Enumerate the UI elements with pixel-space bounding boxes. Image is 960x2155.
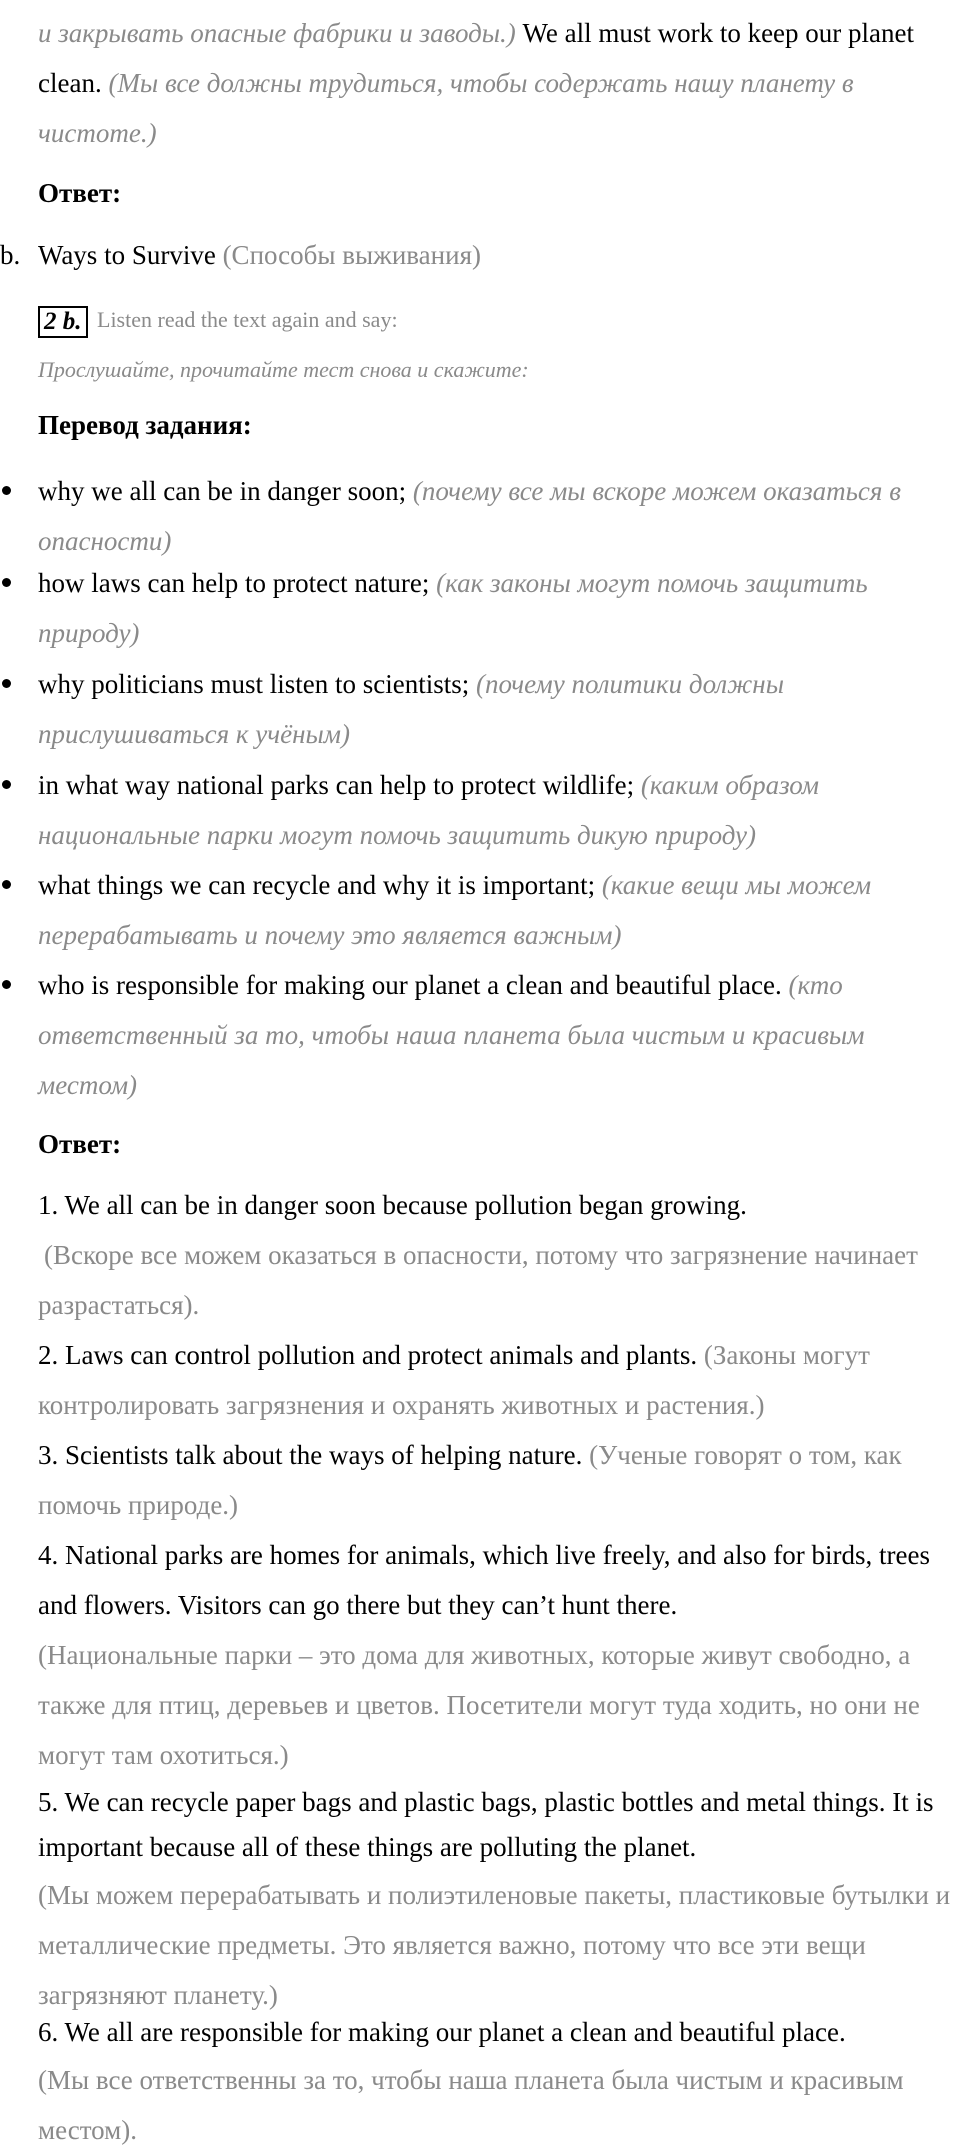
answer-heading-2: Ответ: xyxy=(38,1129,122,1159)
bullet-en: how laws can help to protect nature; xyxy=(38,568,430,598)
answer-b-marker: b. xyxy=(0,240,21,270)
answer-ru: (Национальные парки – это дома для животных, которые живут свободно, а также для птиц, деревьев и цветов. Посетители могут туда ходить, но они не могут там охотиться.) xyxy=(38,1640,920,1770)
bullet-en: why we all can be in danger soon; xyxy=(38,476,407,506)
answer-item xyxy=(38,2010,958,2155)
bullet-dot-icon xyxy=(2,679,11,688)
bullet-en: why politicians must listen to scientists; xyxy=(38,669,470,699)
bullet-text xyxy=(38,760,958,860)
answer-en: 2. Laws can control pollution and protect animals and plants. xyxy=(38,1340,698,1370)
answer-ru: (Мы все ответственны за то, чтобы наша планета была чистым и красивым местом). xyxy=(38,2065,904,2145)
answer-en: 5. We can recycle paper bags and plastic bags, plastic bottles and metal things. It is important because all of these things are polluting the planet. xyxy=(38,1787,934,1862)
answer-ru: (Вскоре все можем оказаться в опасности, потому что загрязнение начинает разрастаться). xyxy=(38,1240,918,1320)
bullet-text xyxy=(38,960,958,1110)
bullet-ru: (каким образом национальные парки могут помочь защитить дикую природу) xyxy=(38,770,819,850)
bullet-text xyxy=(38,860,958,960)
bullet-ru: (кто ответственный за то, чтобы наша планета была чистым и красивым местом) xyxy=(38,970,865,1100)
bullet-ru: (почему политики должны прислушиваться к учёным) xyxy=(38,669,784,749)
answer-en: 6. We all are responsible for making our planet a clean and beautiful place. xyxy=(38,2017,846,2047)
answer-b-ru: (Способы выживания) xyxy=(222,240,481,270)
bullet-ru: (какие вещи мы можем перерабатывать и почему это является важным) xyxy=(38,870,872,950)
answer-b-en: Ways to Survive xyxy=(38,240,216,270)
answer-en: 4. National parks are homes for animals, which live freely, and also for birds, trees and flowers. Visitors can go there but they can’t hunt there. xyxy=(38,1540,930,1620)
answer-item xyxy=(38,1530,958,1780)
bullet-dot-icon xyxy=(2,578,11,587)
task-number-badge: 2 b. xyxy=(38,306,88,338)
intro-paragraph xyxy=(38,8,958,158)
answer-en: 1. We all can be in danger soon because pollution began growing. xyxy=(38,1190,747,1220)
task-instruction-en: Listen read the text again and say: xyxy=(97,307,398,332)
task-instruction-ru: Прослушайте, прочитайте тест снова и скажите: xyxy=(38,357,529,382)
answer-en: 3. Scientists talk about the ways of helping nature. xyxy=(38,1440,583,1470)
task-instruction xyxy=(38,300,958,340)
bullet-en: who is responsible for making our planet a clean and beautiful place. xyxy=(38,970,782,1000)
bullet-dot-icon xyxy=(2,880,11,889)
answer-item xyxy=(38,1430,958,1530)
answer-item xyxy=(38,1330,958,1430)
bullet-en: what things we can recycle and why it is important; xyxy=(38,870,596,900)
bullet-text xyxy=(38,466,958,566)
intro-ru-translation: (Мы все должны трудиться, чтобы содержать нашу планету в чистоте.) xyxy=(38,68,854,148)
bullet-text xyxy=(38,659,958,759)
answer-item xyxy=(38,1780,958,2020)
answer-item xyxy=(38,1180,958,1330)
translation-heading: Перевод задания: xyxy=(38,410,252,440)
bullet-ru: (как законы могут помочь защитить природу) xyxy=(38,568,868,648)
answer-heading-1: Ответ: xyxy=(38,178,122,208)
answer-b-text xyxy=(38,230,958,280)
bullet-ru: (почему все мы вскоре можем оказаться в опасности) xyxy=(38,476,901,556)
bullet-dot-icon xyxy=(2,780,11,789)
bullet-text xyxy=(38,558,958,658)
bullet-en: in what way national parks can help to protect wildlife; xyxy=(38,770,635,800)
answer-ru: (Законы могут контролировать загрязнения и охранять животных и растения.) xyxy=(38,1340,870,1420)
answer-ru: (Мы можем перерабатывать и полиэтиленовые пакеты, пластиковые бутылки и металлические предметы. Это является важно, потому что все эти вещи загрязняют планету.) xyxy=(38,1880,951,2010)
bullet-dot-icon xyxy=(2,980,11,989)
bullet-dot-icon xyxy=(2,486,11,495)
intro-en-sentence: We all must work to keep our planet clean. xyxy=(38,18,915,98)
answer-ru: (Ученые говорят о том, как помочь природе.) xyxy=(38,1440,902,1520)
intro-ru-tail: и закрывать опасные фабрики и заводы.) xyxy=(38,18,516,48)
